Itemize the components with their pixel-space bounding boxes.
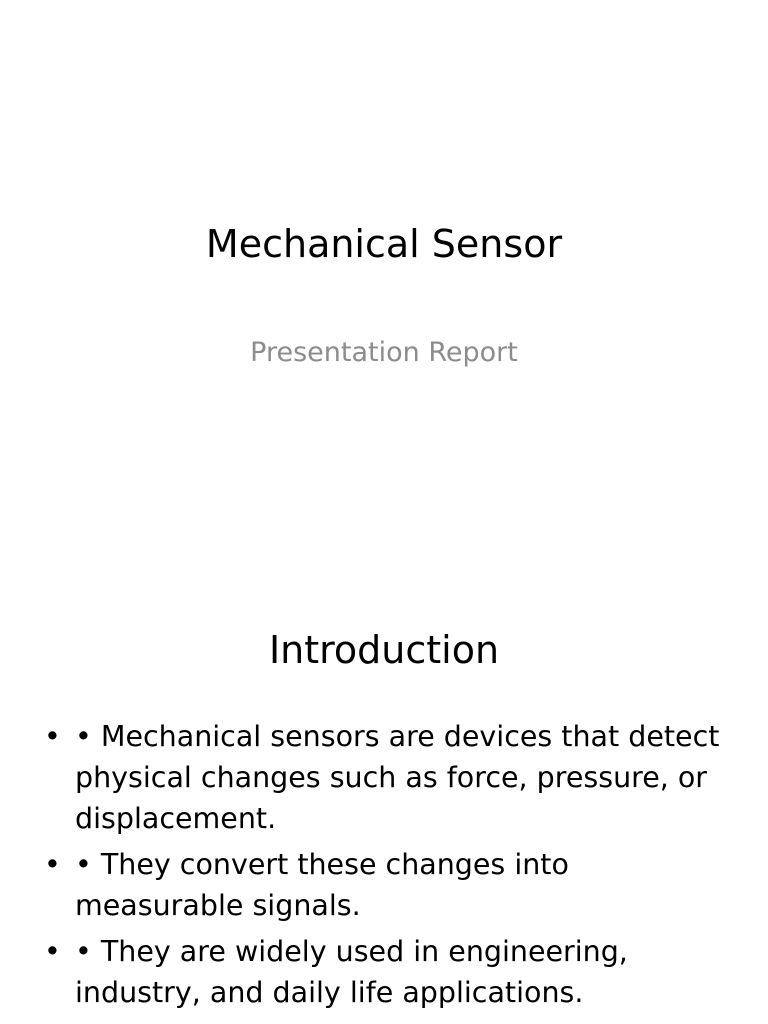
bullet-item xyxy=(0,716,768,839)
bullet-text: • They convert these changes into measurable signals. xyxy=(75,848,569,922)
introduction-slide xyxy=(0,576,768,1024)
slide-subtitle: Presentation Report xyxy=(250,337,518,368)
bullet-marker: • xyxy=(44,848,61,881)
bullet-text: • Mechanical sensors are devices that detect physical changes such as force, pressure, or displacement. xyxy=(75,720,720,835)
bullet-item xyxy=(0,931,768,1013)
bullet-marker: • xyxy=(44,935,61,968)
bullet-item xyxy=(0,844,768,926)
bullet-text: • They are widely used in engineering, industry, and daily life applications. xyxy=(75,935,628,1009)
bullet-marker: • xyxy=(44,720,61,753)
slide-title: Introduction xyxy=(268,628,500,672)
bullet-list xyxy=(0,716,768,1018)
slide-title: Mechanical Sensor xyxy=(205,222,563,266)
